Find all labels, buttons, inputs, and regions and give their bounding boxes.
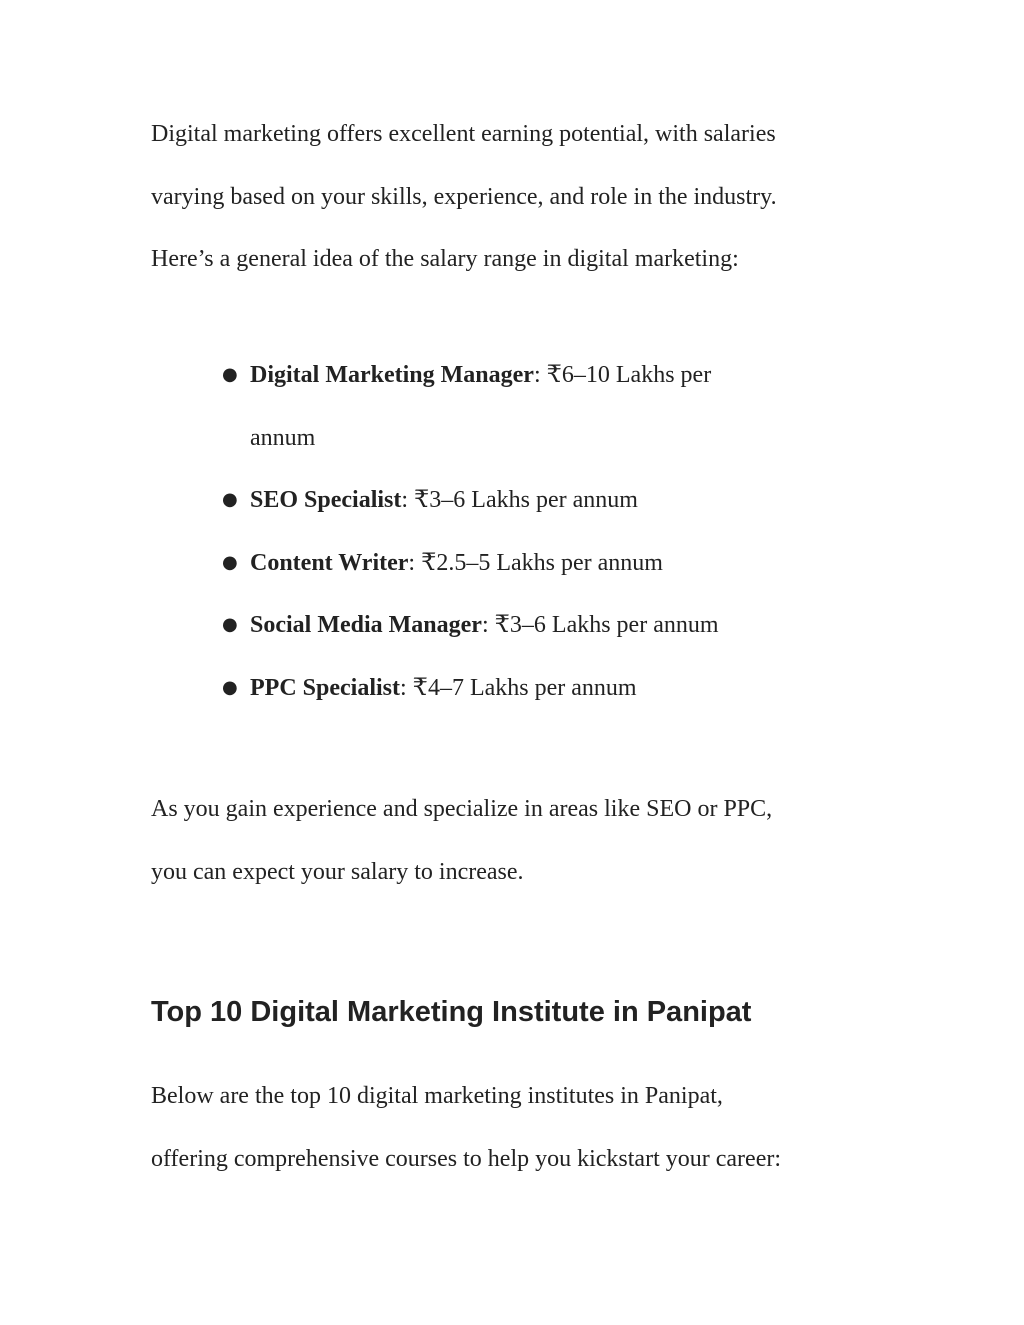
salary-range: : ₹3–6 Lakhs per annum xyxy=(481,612,719,638)
list-item xyxy=(151,594,911,657)
list-item-text xyxy=(250,469,911,532)
outro-paragraph xyxy=(151,778,911,903)
bullet-icon: ● xyxy=(222,364,238,385)
salary-range: : ₹4–7 Lakhs per annum xyxy=(400,674,637,701)
outro-line-2: you can expect your salary to increase. xyxy=(151,858,524,885)
role-name: PPC Specialist xyxy=(250,674,400,701)
intro-line-1: Digital marketing offers excellent earning potential, with salaries xyxy=(151,121,776,147)
section-heading: Top 10 Digital Marketing Institute in Panipat xyxy=(151,996,752,1028)
institutes-intro-paragraph xyxy=(151,1065,911,1190)
list-item-text xyxy=(250,532,911,595)
role-name: Digital Marketing Manager xyxy=(250,362,534,388)
role-name: Social Media Manager xyxy=(250,612,482,638)
bullet-icon: ● xyxy=(222,551,238,573)
list-item-text xyxy=(250,344,911,469)
list-item xyxy=(151,344,911,469)
intro-line-2: varying based on your skills, experience, and role in the industry. xyxy=(151,183,777,210)
salary-list xyxy=(151,344,911,719)
intro-line-3: Here’s a general idea of the salary range in digital marketing: xyxy=(151,246,739,272)
list-item xyxy=(151,657,911,720)
salary-range: : ₹2.5–5 Lakhs per annum xyxy=(408,549,663,576)
list-item-text xyxy=(250,594,911,657)
bullet-icon: ● xyxy=(222,676,238,698)
bullet-icon: ● xyxy=(222,614,238,635)
institutes-intro-line-2: offering comprehensive courses to help you kickstart your career: xyxy=(151,1145,781,1172)
salary-range: : ₹3–6 Lakhs per annum xyxy=(401,487,638,513)
list-item xyxy=(151,469,911,532)
role-name: Content Writer xyxy=(250,549,409,576)
list-item-text xyxy=(250,657,911,720)
bullet-icon: ● xyxy=(222,489,238,510)
outro-line-1: As you gain experience and specialize in areas like SEO or PPC, xyxy=(151,796,773,822)
institutes-intro-line-1: Below are the top 10 digital marketing institutes in Panipat, xyxy=(151,1083,723,1109)
salary-range-continued: annum xyxy=(250,424,316,451)
role-name: SEO Specialist xyxy=(250,487,402,513)
salary-range: : ₹6–10 Lakhs per xyxy=(533,362,712,388)
intro-paragraph xyxy=(151,103,911,291)
list-item xyxy=(151,532,911,595)
